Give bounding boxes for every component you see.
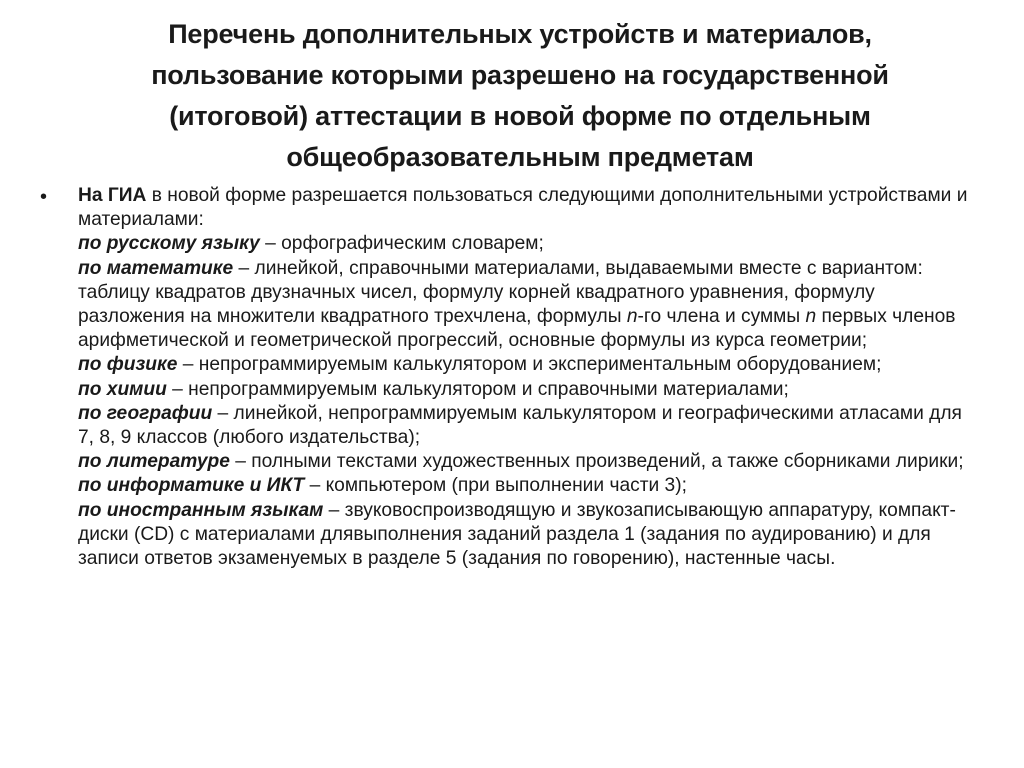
math-n-second: n: [805, 306, 817, 328]
text-russian: – орфографическим словарем;: [259, 233, 544, 255]
text-chemistry: – непрограммируемым калькулятором и справочными материалами;: [166, 378, 789, 400]
text-informatics: – компьютером (при выполнении части 3);: [304, 475, 687, 497]
bullet-body: [78, 184, 970, 571]
subject-informatics: по информатике и ИКТ: [78, 475, 305, 497]
subject-russian: по русскому языку: [78, 233, 260, 255]
bullet-list-item: [40, 184, 970, 571]
math-n-first: n: [626, 306, 638, 328]
text-literature: – полными текстами художественных произведений, а также сборниками лирики;: [229, 451, 964, 473]
text-math-b: -го члена и суммы: [637, 306, 806, 328]
subject-chemistry: по химии: [78, 378, 167, 400]
intro-text: в новой форме разрешается пользоваться следующими дополнительными устройствами и материалами:: [78, 185, 968, 231]
text-physics: – непрограммируемым калькулятором и экспериментальным оборудованием;: [177, 354, 882, 376]
intro-lead: На ГИА: [78, 185, 147, 206]
subject-math: по математике: [78, 257, 234, 279]
bullet-marker: •: [40, 186, 48, 208]
subject-physics: по физике: [78, 354, 178, 376]
subject-literature: по литературе: [78, 451, 230, 473]
subject-geography: по географии: [78, 402, 213, 424]
text-geography: – линейкой, непрограммируемым калькулятором и географическими атласами для 7, 8, 9 классов (любого издательства);: [78, 402, 962, 449]
text-math-c: первых членов арифметической и геометрической прогрессий, основные формулы из курса геометрии;: [78, 306, 956, 352]
subject-foreign-languages: по иностранным языкам: [78, 499, 324, 521]
text-math-a: – линейкой, справочными материалами, выдаваемыми вместе с вариантом: таблицу квадратов двузначных чисел, формулу корней квадратного уравнения, формулу разложения на множители квадратного трехчлена, формулы: [78, 257, 923, 328]
text-foreign-languages: – звуковоспроизводящую и звукозаписывающую аппаратуру, компакт-диски (CD) с материалами длявыполнения заданий раздела 1 (задания по аудированию) и для записи ответов экзаменуемых в разделе 5 (задания по говорению), настенные часы.: [78, 499, 956, 570]
slide-title: Перечень дополнительных устройств и материалов, пользование которыми разрешено на государственной (итоговой) аттестации в новой форме по отдельным общеобразовательным предметам: [151, 19, 889, 172]
